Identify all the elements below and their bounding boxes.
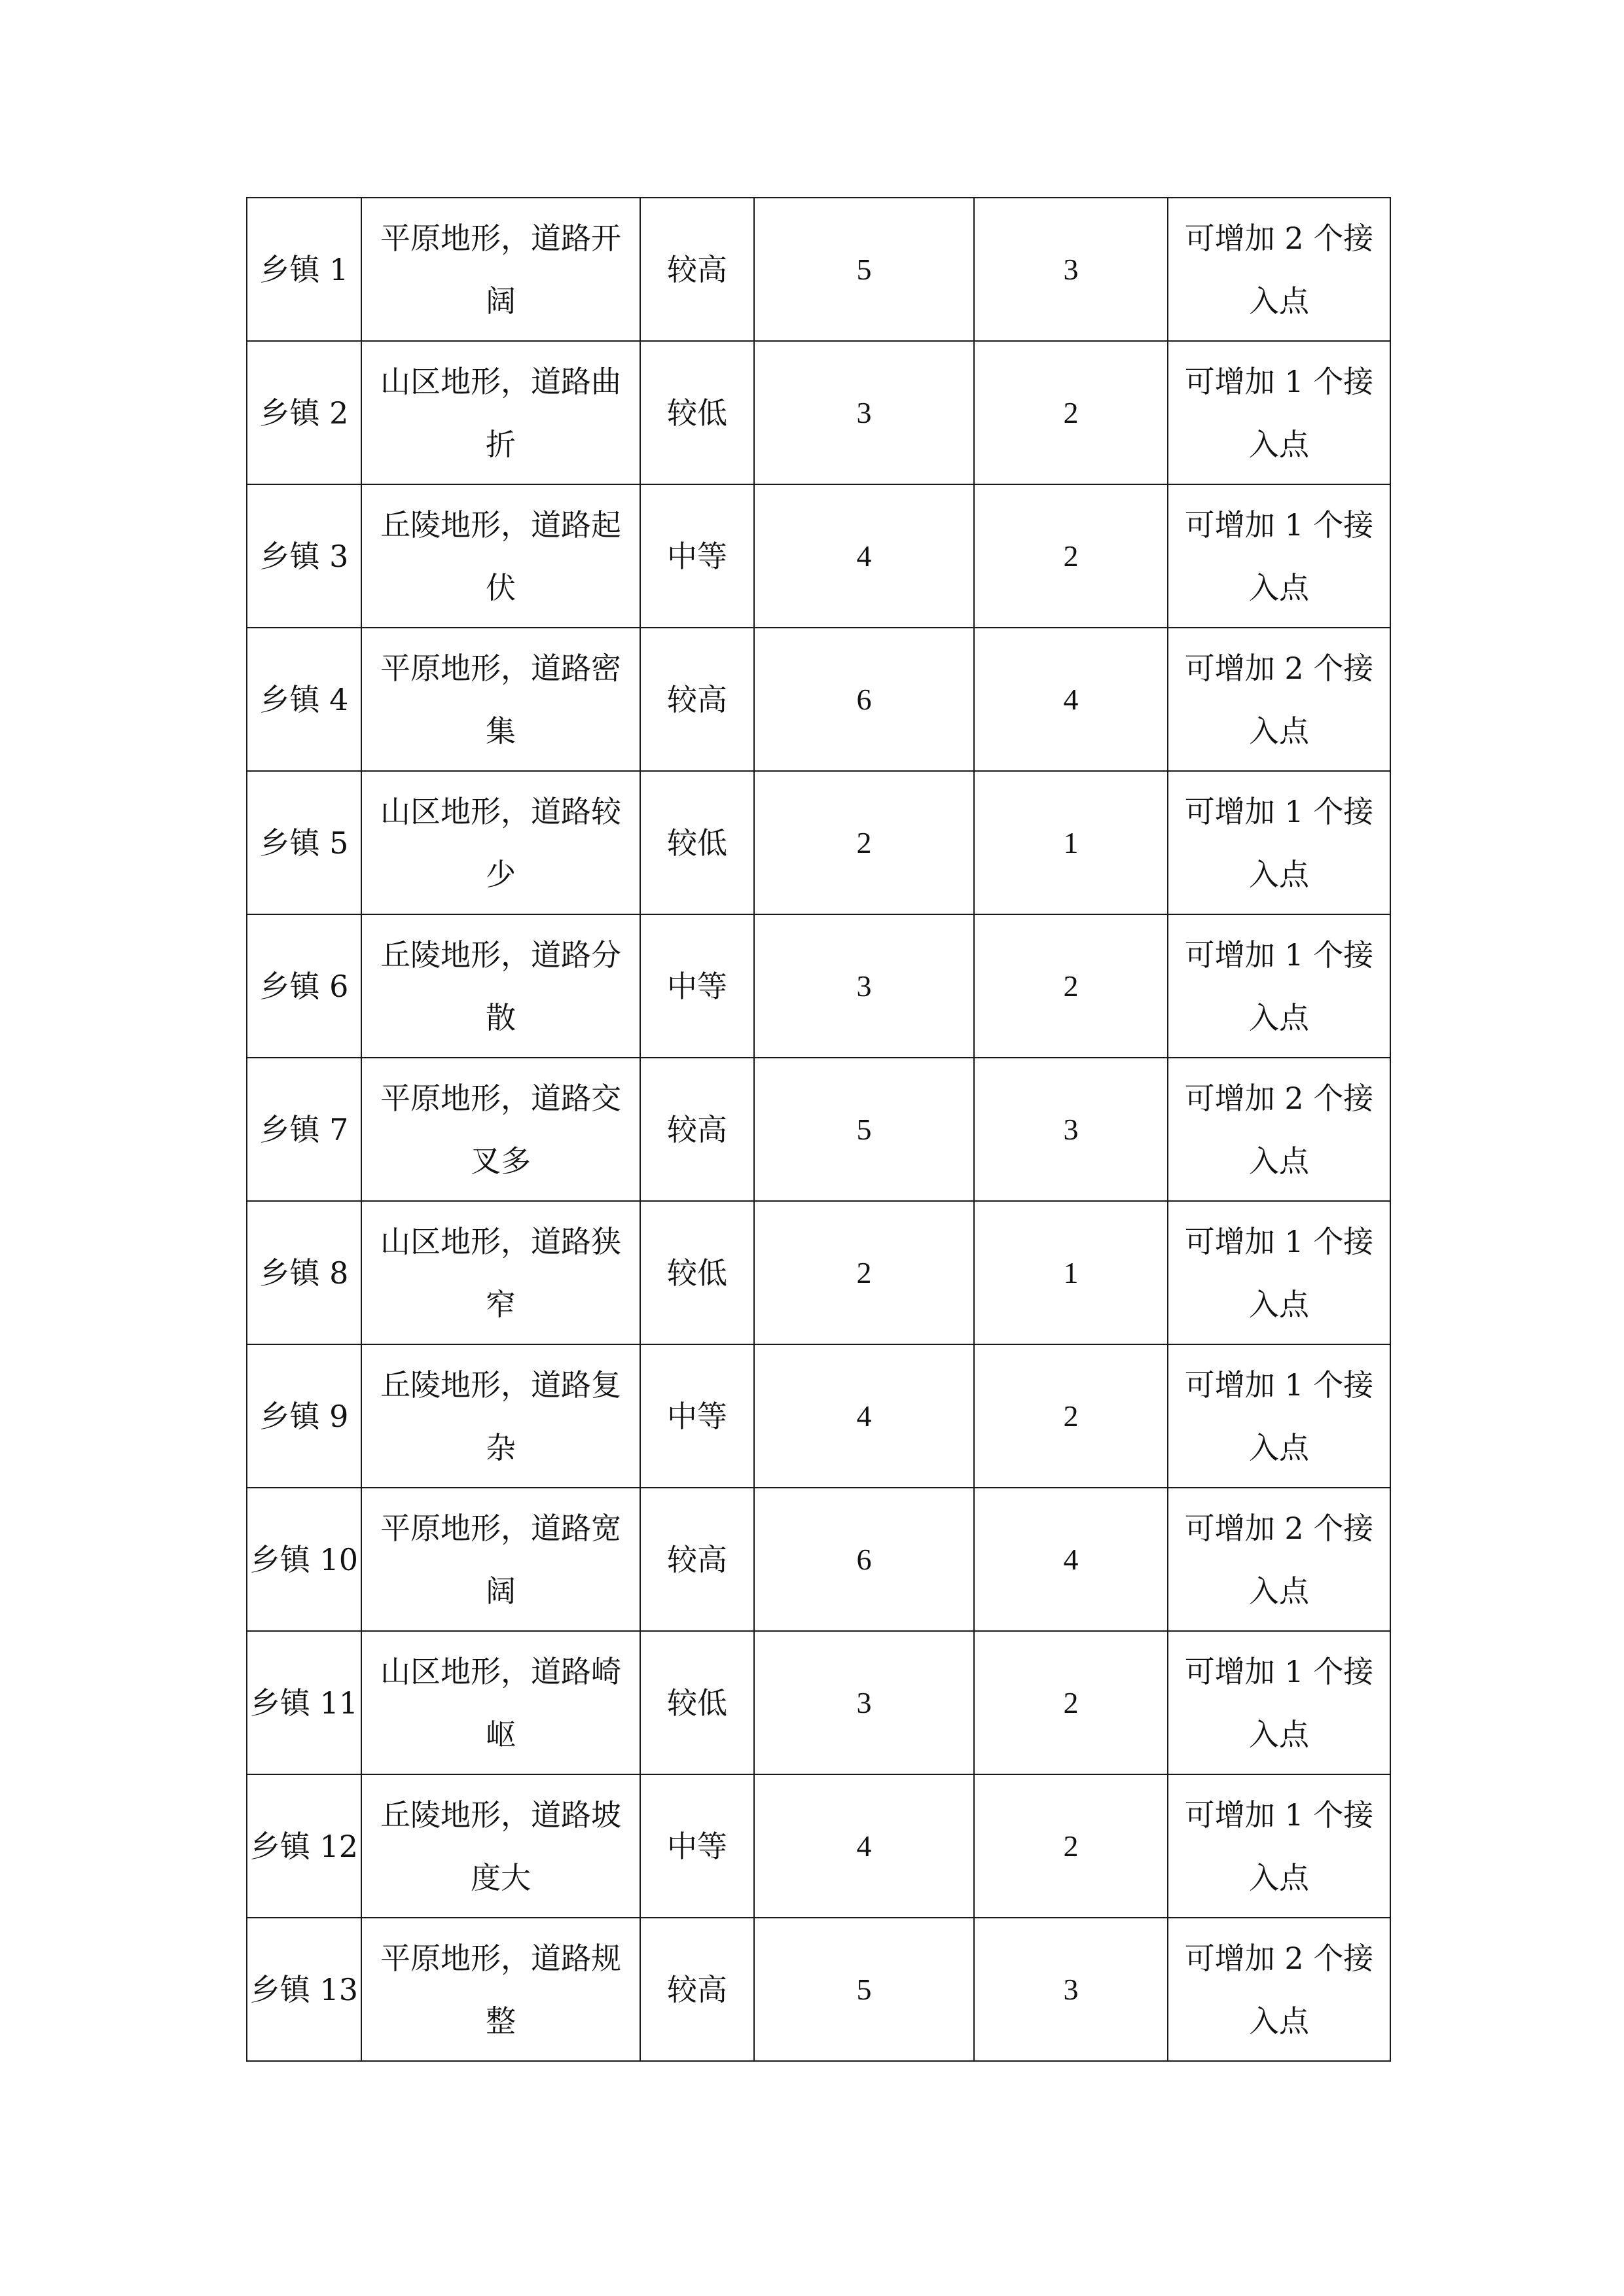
- count-cell: 3: [974, 198, 1168, 341]
- count-cell: 1: [974, 771, 1168, 914]
- count-cell: 4: [754, 484, 974, 628]
- town-name-cell: 乡镇 5: [247, 771, 361, 914]
- count-cell: 2: [974, 1774, 1168, 1918]
- terrain-description-cell: 丘陵地形，道路起伏: [361, 484, 640, 628]
- count-cell: 4: [754, 1344, 974, 1488]
- town-name-cell: 乡镇 9: [247, 1344, 361, 1488]
- terrain-description-cell: 平原地形，道路宽阔: [361, 1488, 640, 1631]
- count-cell: 2: [974, 1631, 1168, 1774]
- level-cell: 较低: [640, 1201, 754, 1344]
- terrain-description-cell: 平原地形，道路交叉多: [361, 1058, 640, 1201]
- level-cell: 中等: [640, 914, 754, 1058]
- table-row: [247, 1058, 1390, 1201]
- count-cell: 3: [754, 914, 974, 1058]
- count-cell: 2: [974, 341, 1168, 484]
- table-row: [247, 1918, 1390, 2061]
- table-row: [247, 341, 1390, 484]
- count-cell: 4: [974, 1488, 1168, 1631]
- level-cell: 较低: [640, 341, 754, 484]
- count-cell: 6: [754, 628, 974, 771]
- town-name-cell: 乡镇 8: [247, 1201, 361, 1344]
- count-cell: 5: [754, 1918, 974, 2061]
- terrain-description-cell: 平原地形，道路规整: [361, 1918, 640, 2061]
- town-name-cell: 乡镇 3: [247, 484, 361, 628]
- town-access-table: [246, 197, 1391, 2062]
- level-cell: 中等: [640, 484, 754, 628]
- terrain-description-cell: 平原地形，道路开阔: [361, 198, 640, 341]
- level-cell: 较高: [640, 198, 754, 341]
- count-cell: 5: [754, 1058, 974, 1201]
- town-name-cell: 乡镇 6: [247, 914, 361, 1058]
- count-cell: 4: [974, 628, 1168, 771]
- note-cell: 可增加 2 个接入点: [1168, 1918, 1390, 2061]
- level-cell: 中等: [640, 1774, 754, 1918]
- count-cell: 5: [754, 198, 974, 341]
- terrain-description-cell: 丘陵地形，道路坡度大: [361, 1774, 640, 1918]
- town-name-cell: 乡镇 7: [247, 1058, 361, 1201]
- table-row: [247, 914, 1390, 1058]
- note-cell: 可增加 2 个接入点: [1168, 1488, 1390, 1631]
- level-cell: 较低: [640, 771, 754, 914]
- note-cell: 可增加 1 个接入点: [1168, 1344, 1390, 1488]
- town-name-cell: 乡镇 11: [247, 1631, 361, 1774]
- note-cell: 可增加 2 个接入点: [1168, 1058, 1390, 1201]
- note-cell: 可增加 1 个接入点: [1168, 914, 1390, 1058]
- terrain-description-cell: 平原地形，道路密集: [361, 628, 640, 771]
- table-row: [247, 1774, 1390, 1918]
- count-cell: 1: [974, 1201, 1168, 1344]
- table-row: [247, 484, 1390, 628]
- count-cell: 2: [754, 771, 974, 914]
- note-cell: 可增加 1 个接入点: [1168, 341, 1390, 484]
- town-name-cell: 乡镇 10: [247, 1488, 361, 1631]
- count-cell: 6: [754, 1488, 974, 1631]
- note-cell: 可增加 1 个接入点: [1168, 1774, 1390, 1918]
- town-name-cell: 乡镇 12: [247, 1774, 361, 1918]
- level-cell: 较高: [640, 1918, 754, 2061]
- terrain-description-cell: 山区地形，道路狭窄: [361, 1201, 640, 1344]
- table-row: [247, 771, 1390, 914]
- town-name-cell: 乡镇 13: [247, 1918, 361, 2061]
- count-cell: 3: [754, 341, 974, 484]
- note-cell: 可增加 1 个接入点: [1168, 771, 1390, 914]
- count-cell: 3: [974, 1918, 1168, 2061]
- note-cell: 可增加 2 个接入点: [1168, 198, 1390, 341]
- table-row: [247, 198, 1390, 341]
- level-cell: 中等: [640, 1344, 754, 1488]
- count-cell: 2: [754, 1201, 974, 1344]
- table-row: [247, 628, 1390, 771]
- note-cell: 可增加 1 个接入点: [1168, 1631, 1390, 1774]
- level-cell: 较高: [640, 1488, 754, 1631]
- terrain-description-cell: 丘陵地形，道路复杂: [361, 1344, 640, 1488]
- town-name-cell: 乡镇 1: [247, 198, 361, 341]
- table-row: [247, 1631, 1390, 1774]
- table-row: [247, 1488, 1390, 1631]
- note-cell: 可增加 1 个接入点: [1168, 1201, 1390, 1344]
- terrain-description-cell: 丘陵地形，道路分散: [361, 914, 640, 1058]
- level-cell: 较高: [640, 1058, 754, 1201]
- town-name-cell: 乡镇 2: [247, 341, 361, 484]
- terrain-description-cell: 山区地形，道路崎岖: [361, 1631, 640, 1774]
- count-cell: 3: [754, 1631, 974, 1774]
- count-cell: 2: [974, 1344, 1168, 1488]
- note-cell: 可增加 2 个接入点: [1168, 628, 1390, 771]
- terrain-description-cell: 山区地形，道路较少: [361, 771, 640, 914]
- count-cell: 4: [754, 1774, 974, 1918]
- table-body: [247, 198, 1390, 2061]
- count-cell: 2: [974, 914, 1168, 1058]
- count-cell: 3: [974, 1058, 1168, 1201]
- terrain-description-cell: 山区地形，道路曲折: [361, 341, 640, 484]
- table-row: [247, 1201, 1390, 1344]
- level-cell: 较高: [640, 628, 754, 771]
- count-cell: 2: [974, 484, 1168, 628]
- table-row: [247, 1344, 1390, 1488]
- note-cell: 可增加 1 个接入点: [1168, 484, 1390, 628]
- town-name-cell: 乡镇 4: [247, 628, 361, 771]
- level-cell: 较低: [640, 1631, 754, 1774]
